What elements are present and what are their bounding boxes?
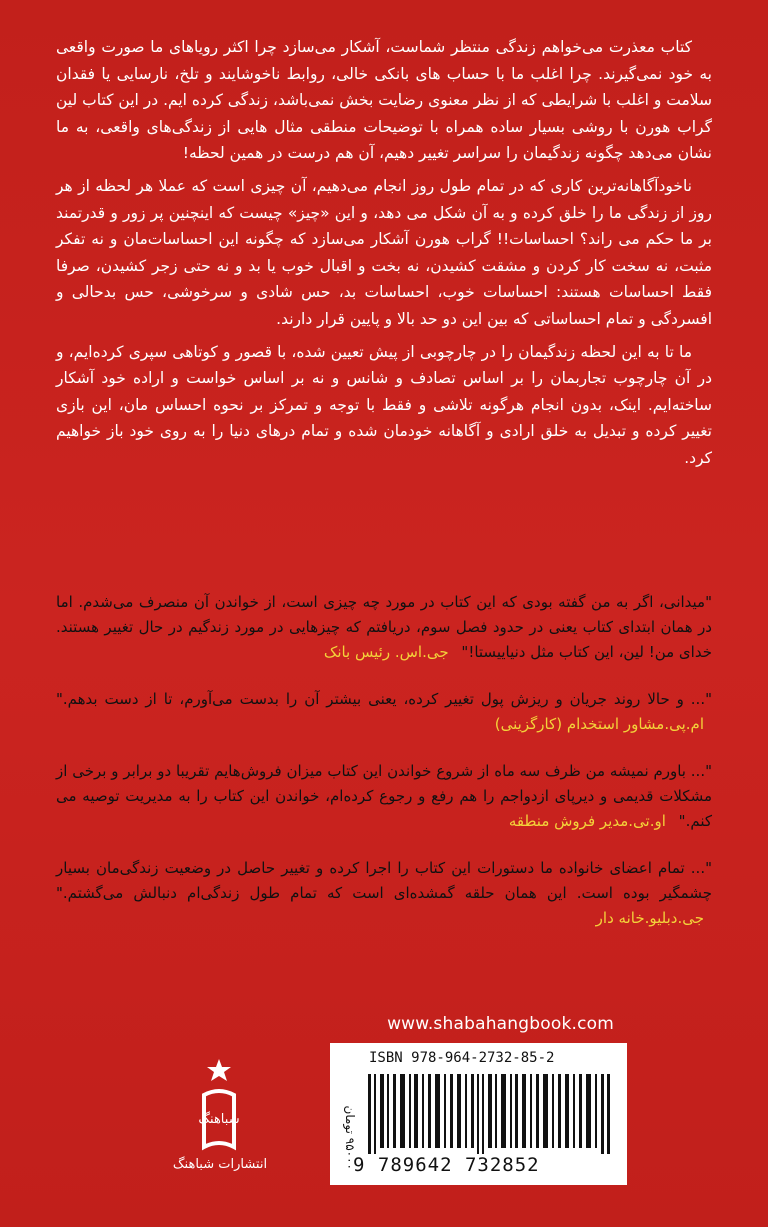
quote-text: "میدانی، اگر به من گفته بودی که این کتاب در مورد چه چیزی است، از خواندن آن منصرف می‌شدم. اما در همان ابتدای کتاب یعنی در حدود فصل سوم، دریافتم که چیزهایی در مورد زندگیم در حال تغییر هستند. خدای من! لین، این کتاب مثل دنیاییستا!": [56, 593, 712, 661]
isbn-label: ISBN 978-964-2732-85-2: [369, 1050, 555, 1066]
intro-paragraph-2: ناخودآگاهانه‌ترین کاری که در تمام طول روز انجام می‌دهیم، آن چیزی است که عملا هر لحظه از هر روز از زندگی ما را خلق کرده و به آن شکل می دهد، و این «چیز» چیست که اینچنین پر زور و قدرتمند بر ما حکم می راند؟ احساسات!! گراب هورن آشکار می‌سازد که چگونه این احساسات‌مان و نه تفکر مثبت، نه سخت کار کردن و مشقت کشیدن، نه بخت و اقبال خوب یا بد و نه حتی زجر کشیدن، صرفا فقط احساسات هستند: احساسات خوب، احساسات بد، حس شادی و سرخوشی، حس بدحالی و افسردگی و تمام احساساتی که بین این دو حد بالا و پایین قرار دارند.: [56, 176, 712, 328]
intro-paragraph-1: کتاب معذرت می‌خواهم زندگی منتظر شماست، آشکار می‌سازد چرا اکثر رویاهای ما صورت واقعی به خود نمی‌گیرند. چرا اغلب ما با حساب های بانکی خالی، روابط ناخوشایند و تلخ، نارسایی یا فقدان سلامت و اغلب با شرایطی که از نظر معنوی رضایت بخش نمی‌باشد، زندگی کرده ایم. در این کتاب لین گراب هورن با روشی بسیار ساده همراه با توضیحات منطقی مثال هایی از زندگی‌های واقعی، به ما نشان می‌دهد چگونه زندگیمان را سراسر تغییر دهیم، آن هم درست در همین لحظه!: [56, 38, 712, 163]
quote-text: "... باورم نمیشه من ظرف سه ماه از شروع خواندن این کتاب میزان فروش‌هایم تقریبا دو برابر و برخی از مشکلات قدیمی و دیرپای ازدواجم را هم رفع و رجوع کرده‌ام، خواندن این کتاب را به مدیریت توصیه می کنم.": [56, 762, 712, 830]
website-url: www.shabahangbook.com: [387, 1014, 614, 1034]
quote-attribution: جی.اس. رئیس بانک: [323, 643, 449, 661]
price-label: ۹۵۰۰۰ تومان: [343, 1105, 357, 1170]
ean-number: 9 789642 732852: [353, 1154, 540, 1176]
intro-text: [56, 34, 712, 478]
barcode: [366, 1074, 616, 1154]
quote-attribution: او.تی.مدیر فروش منطقه: [508, 812, 666, 830]
quote-attribution: جی.دبلیو.خانه دار: [595, 909, 704, 927]
quote-text: "... و حالا روند جریان و ریزش پول تغییر کرده، یعنی بیشتر آن را بدست می‌آورم، تا از دست بدهم.": [56, 690, 712, 708]
publisher-name: انتشارات شباهنگ: [172, 1157, 268, 1172]
publisher-logo: [186, 1055, 252, 1161]
testimonial-1: [56, 590, 712, 665]
testimonial-3: [56, 759, 712, 834]
testimonials: [56, 590, 712, 953]
quote-text: "... تمام اعضای خانواده ما دستورات این کتاب را اجرا کرده و تغییر حاصل در وضعیت زندگی‌مان بسیار چشمگیر بوده است. این همان حلقه گمشده‌ای است که تمام طول زندگی‌ام دنبالش می‌گشتم.": [56, 859, 712, 902]
barcode-box: [330, 1043, 627, 1185]
logo-text: شباهنگ: [198, 1112, 240, 1127]
intro-paragraph-3: ما تا به این لحظه زندگیمان را در چارچوبی از پیش تعیین شده، با قصور و کوتاهی سپری کرده‌ایم، و در آن چارچوب تجاربمان را بر اساس تصادف و شانس و نه بر اساس خواست و اراده خود آشکار ساخته‌ایم. اینک، بدون انجام هرگونه تلاشی و فقط با توجه و تمرکز بر نحوه احساس مان، این بازی تغییر کرده و تبدیل به خلق ارادی و آگاهانه خودمان شده و تمام درهای دنیا را به روی خود باز خواهیم کرد.: [56, 342, 712, 467]
publisher-logo-icon: [186, 1055, 252, 1155]
testimonial-4: [56, 856, 712, 931]
quote-attribution: ام.پی.مشاور استخدام (کارگزینی): [494, 715, 704, 733]
testimonial-2: [56, 687, 712, 737]
